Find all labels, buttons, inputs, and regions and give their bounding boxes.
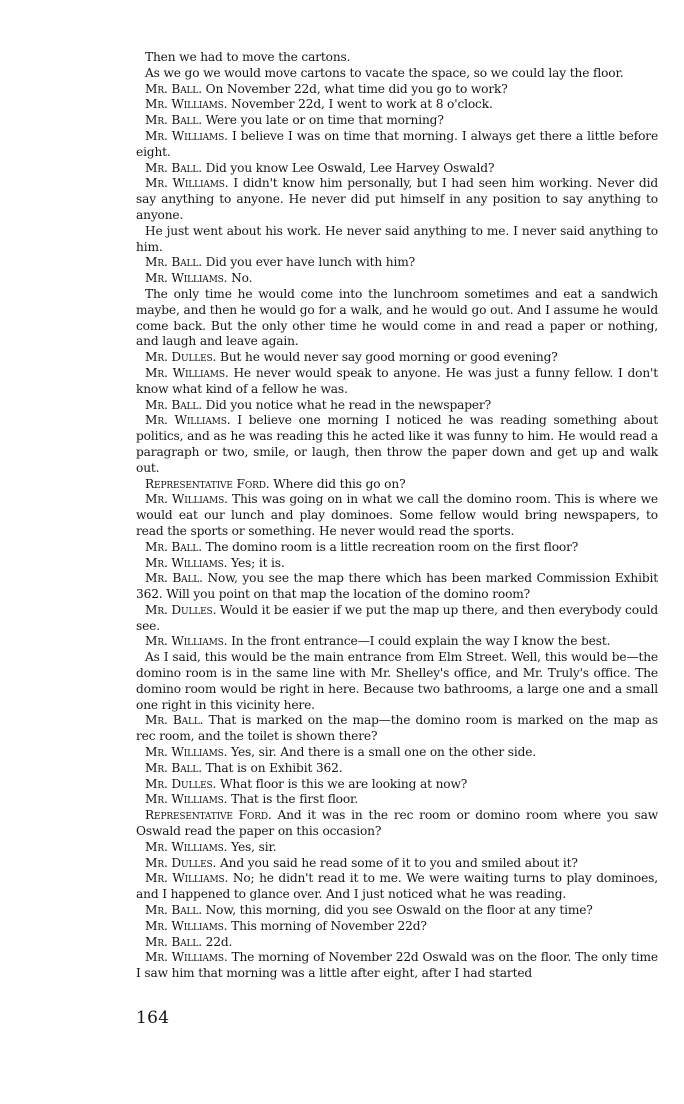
- transcript-paragraph: [136, 808, 658, 840]
- speaker-name: Mr. Williams.: [145, 176, 229, 191]
- transcript-paragraph: [136, 634, 658, 650]
- paragraph-text: I believe I was on time that morning. I always get there a little before eight.: [136, 128, 659, 159]
- paragraph-text: The only time he would come into the lunchroom sometimes and eat a sandwich maybe, and then he would go for a walk, and he would go out. And I assume he would come back. But the only other time he would come in and read a paper or nothing, and laugh and leave again.: [136, 286, 658, 349]
- transcript-paragraph: [136, 856, 658, 872]
- speaker-name: Mr. Williams.: [145, 97, 228, 112]
- speaker-name: Representative Ford.: [145, 808, 272, 823]
- paragraph-text: What floor is this we are looking at now?: [220, 776, 468, 791]
- transcript-paragraph: [136, 792, 658, 808]
- paragraph-text: Where did this go on?: [273, 476, 406, 491]
- paragraph-text: Then we had to move the cartons.: [145, 50, 351, 64]
- paragraph-text: Were you late or on time that morning?: [205, 113, 444, 128]
- speaker-name: Mr. Williams.: [145, 413, 231, 428]
- testimony-text: [136, 50, 658, 982]
- transcript-paragraph: [136, 255, 658, 271]
- speaker-name: Mr. Ball.: [145, 397, 202, 412]
- paragraph-text: On November 22d, what time did you go to work?: [205, 81, 508, 96]
- transcript-paragraph: [136, 840, 658, 856]
- speaker-name: Mr. Ball.: [145, 539, 202, 554]
- transcript-paragraph: [136, 350, 658, 366]
- transcript-paragraph: [136, 745, 658, 761]
- transcript-paragraph: [136, 366, 658, 398]
- paragraph-text: 22d.: [205, 934, 233, 949]
- transcript-paragraph: [136, 556, 658, 572]
- paragraph-text: Yes, sir. And there is a small one on the other side.: [231, 745, 537, 760]
- speaker-name: Mr. Dulles.: [145, 350, 217, 365]
- paragraph-text: November 22d, I went to work at 8 o'clock.: [231, 97, 493, 112]
- transcript-paragraph: [136, 903, 658, 919]
- transcript-paragraph: [136, 50, 658, 66]
- paragraph-text: Did you know Lee Oswald, Lee Harvey Oswald?: [205, 160, 495, 175]
- speaker-name: Mr. Dulles.: [145, 776, 217, 791]
- paragraph-text: That is the first floor.: [231, 792, 359, 807]
- transcript-paragraph: [136, 477, 658, 493]
- transcript-paragraph: [136, 287, 658, 350]
- transcript-paragraph: [136, 97, 658, 113]
- paragraph-text: The domino room is a little recreation room on the first floor?: [205, 539, 579, 554]
- speaker-name: Mr. Williams.: [145, 492, 228, 507]
- transcript-paragraph: [136, 650, 658, 713]
- transcript-paragraph: [136, 950, 658, 982]
- speaker-name: Mr. Ball.: [145, 934, 202, 949]
- transcript-paragraph: [136, 413, 658, 476]
- speaker-name: Mr. Dulles.: [145, 602, 217, 617]
- paragraph-text: Did you ever have lunch with him?: [205, 255, 416, 270]
- transcript-paragraph: [136, 761, 658, 777]
- speaker-name: Mr. Williams.: [145, 792, 228, 807]
- paragraph-text: Would it be easier if we put the map up there, and then everybody could see.: [136, 602, 658, 633]
- speaker-name: Mr. Williams.: [145, 634, 228, 649]
- transcript-paragraph: [136, 492, 658, 539]
- speaker-name: Mr. Ball.: [145, 903, 202, 918]
- speaker-name: Mr. Dulles.: [145, 855, 217, 870]
- speaker-name: Representative Ford.: [145, 476, 270, 491]
- transcript-paragraph: [136, 777, 658, 793]
- page-number: 164: [136, 1008, 170, 1028]
- speaker-name: Mr. Ball.: [145, 713, 204, 728]
- speaker-name: Mr. Williams.: [145, 839, 228, 854]
- paragraph-text: The morning of November 22d Oswald was on the floor. The only time I saw him that morning was a little after eight, after I had started: [136, 950, 658, 981]
- speaker-name: Mr. Williams.: [145, 365, 229, 380]
- transcript-paragraph: [136, 176, 658, 223]
- transcript-paragraph: [136, 398, 658, 414]
- speaker-name: Mr. Ball.: [145, 160, 202, 175]
- speaker-name: Mr. Williams.: [145, 950, 228, 965]
- paragraph-text: This was going on in what we call the domino room. This is where we would eat our lunch and play dominoes. Some fellow would bring newspapers, to read the sports or something. He never would read the sports.: [136, 492, 658, 538]
- transcript-paragraph: [136, 113, 658, 129]
- transcript-paragraph: [136, 540, 658, 556]
- paragraph-text: In the front entrance—I could explain the way I know the best.: [231, 634, 611, 649]
- paragraph-text: He never would speak to anyone. He was just a funny fellow. I don't know what kind of a fellow he was.: [136, 365, 658, 396]
- transcript-paragraph: [136, 66, 658, 82]
- paragraph-text: Now, this morning, did you see Oswald on the floor at any time?: [205, 903, 593, 918]
- speaker-name: Mr. Ball.: [145, 760, 202, 775]
- transcript-paragraph: [136, 571, 658, 603]
- speaker-name: Mr. Williams.: [145, 271, 228, 286]
- paragraph-text: Now, you see the map there which has been marked Commission Exhibit 362. Will you point on that map the location of the domino room?: [136, 571, 658, 602]
- transcript-paragraph: [136, 161, 658, 177]
- transcript-paragraph: [136, 271, 658, 287]
- paragraph-text: Did you notice what he read in the newspaper?: [205, 397, 491, 412]
- paragraph-text: That is on Exhibit 362.: [205, 760, 343, 775]
- transcript-paragraph: [136, 603, 658, 635]
- paragraph-text: No.: [231, 271, 253, 286]
- paragraph-text: But he would never say good morning or good evening?: [220, 350, 558, 365]
- paragraph-text: This morning of November 22d?: [231, 918, 427, 933]
- speaker-name: Mr. Williams.: [145, 745, 228, 760]
- transcript-paragraph: [136, 935, 658, 951]
- paragraph-text: And it was in the rec room or domino room where you saw Oswald read the paper on this occasion?: [136, 808, 658, 839]
- transcript-paragraph: [136, 82, 658, 98]
- paragraph-text: Yes; it is.: [231, 555, 285, 570]
- transcript-paragraph: [136, 871, 658, 903]
- paragraph-text: As we go we would move cartons to vacate the space, so we could lay the floor.: [145, 65, 624, 80]
- speaker-name: Mr. Williams.: [145, 128, 228, 143]
- transcript-paragraph: [136, 713, 658, 745]
- paragraph-text: That is marked on the map—the domino room is marked on the map as rec room, and the toilet is shown there?: [136, 713, 659, 744]
- speaker-name: Mr. Ball.: [145, 571, 203, 586]
- paragraph-text: Yes, sir.: [231, 839, 277, 854]
- speaker-name: Mr. Williams.: [145, 555, 228, 570]
- paragraph-text: And you said he read some of it to you and smiled about it?: [220, 855, 578, 870]
- transcript-paragraph: [136, 224, 658, 256]
- transcript-paragraph: [136, 129, 658, 161]
- speaker-name: Mr. Williams.: [145, 871, 229, 886]
- paragraph-text: I didn't know him personally, but I had seen him working. Never did say anything to anyone. He never did put himself in any position to say anything to anyone.: [136, 176, 658, 222]
- speaker-name: Mr. Williams.: [145, 918, 228, 933]
- transcript-paragraph: [136, 919, 658, 935]
- speaker-name: Mr. Ball.: [145, 255, 202, 270]
- speaker-name: Mr. Ball.: [145, 113, 202, 128]
- paragraph-text: As I said, this would be the main entrance from Elm Street. Well, this would be—the domino room is in the same line with Mr. Shelley's office, and Mr. Truly's office. The domino room would be right in here. Because two bathrooms, a large one and a small one right in this vicinity here.: [136, 650, 658, 712]
- paragraph-text: He just went about his work. He never said anything to me. I never said anything to him.: [136, 223, 658, 254]
- paragraph-text: I believe one morning I noticed he was reading something about politics, and as he was reading this he acted like it was funny to him. He would read a paragraph or two, smile, or laugh, then throw the paper down and get up and walk out.: [136, 413, 658, 475]
- paragraph-text: No; he didn't read it to me. We were waiting turns to play dominoes, and I happened to glance over. And I just noticed what he was reading.: [136, 871, 658, 902]
- speaker-name: Mr. Ball.: [145, 81, 202, 96]
